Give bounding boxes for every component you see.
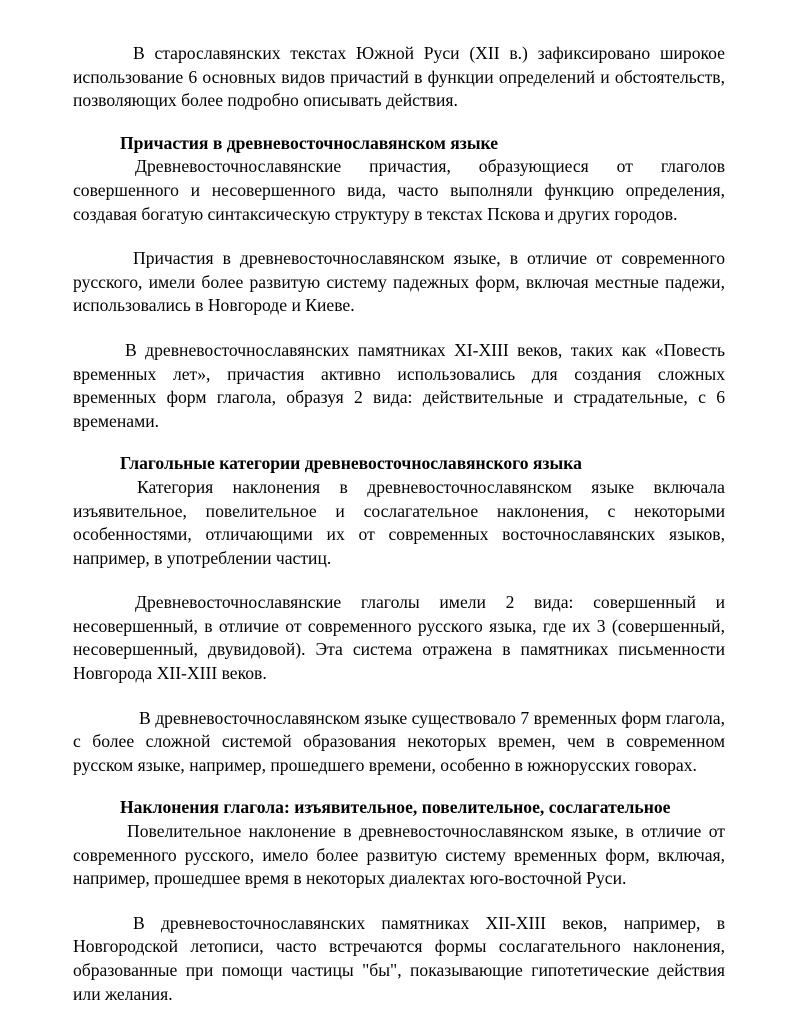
section-2-paragraph-3: В древневосточнославянском языке существовало 7 временных форм глагола, с более сложной системой образования некоторых времен, чем в современном русском языке, например, прошедшего времени, особенно в южнорусских говорах.: [73, 707, 725, 775]
section-heading-participles: Причастия в древневосточнославянском языке: [120, 132, 499, 153]
section-1-paragraph-1: Древневосточнославянские причастия, образующиеся от глаголов совершенного и несовершенного вида, часто выполняли функцию определения, создавая богатую синтаксическую структуру в текстах Пскова и других городов.: [73, 156, 725, 224]
section-heading-moods: Наклонения глагола: изъявительное, повелительное, сослагательное: [120, 797, 671, 818]
section-2-paragraph-2: Древневосточнославянские глаголы имели 2 вида: совершенный и несовершенный, в отличие от современного русского языка, где их 3 (совершенный, несовершенный, двувидовой). Эта система отражена в памятниках письменности Новгорода XII-XIII веков.: [73, 592, 725, 684]
intro-paragraph: В старославянских текстах Южной Руси (XII в.) зафиксировано широкое использование 6 основных видов причастий в функции определений и обстоятельств, позволяющих более подробно описывать действия.: [73, 43, 725, 111]
section-3-paragraph-1: Повелительное наклонение в древневосточнославянском языке, в отличие от современного русского, имело более развитую систему временных форм, включая, например, прошедшее время в некоторых диалектах юго-восточной Руси.: [73, 821, 725, 889]
section-heading-verb-categories: Глагольные категории древневосточнославянского языка: [120, 453, 582, 474]
document-page: [73, 42, 725, 1006]
section-3-paragraph-2: В древневосточнославянских памятниках XII-XIII веков, например, в Новгородской летописи, часто встречаются формы сослагательного наклонения, образованные при помощи частицы "бы", показывающие гипотетические действия или желания.: [73, 912, 725, 1004]
section-1-paragraph-3: В древневосточнославянских памятниках XI-XIII веков, таких как «Повесть временных лет», причастия активно использовались для создания сложных временных форм глагола, образуя 2 вида: действительные и страдательные, с 6 временами.: [73, 339, 725, 431]
section-1-paragraph-2: Причастия в древневосточнославянском языке, в отличие от современного русского, имели более развитую систему падежных форм, включая местные падежи, использовались в Новгороде и Киеве.: [73, 248, 725, 316]
section-2-paragraph-1: Категория наклонения в древневосточнославянском языке включала изъявительное, повелительное и сослагательное наклонения, с некоторыми особенностями, отличающими их от современных восточнославянских языков, например, в употреблении частиц.: [73, 476, 725, 568]
